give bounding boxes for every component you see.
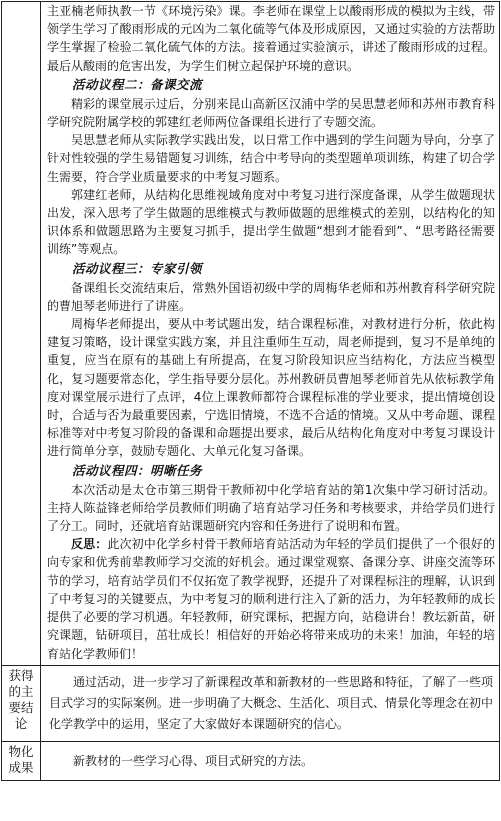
materialized-text: 新教材的一些学习心得、项目式研究的方法。 xyxy=(41,741,500,780)
section-heading-expert-guidance: 活动议程三：专家引领 xyxy=(72,260,203,276)
section-heading-clarify-tasks: 活动议程四：明晰任务 xyxy=(72,462,203,478)
reflection-label: 反思： xyxy=(71,537,108,552)
conclusions-label: 获得的主要结论 xyxy=(2,665,41,741)
clarify-tasks-paragraph: 本次活动是太仓市第三期骨干教师初中化学培育站的第1次集中学习研讨活动。主持人陈益锋老师给学员教师们明确了培育站学习任务和考核要求，并给学员们进行了分工。同时，还就培育站课题研究内容和任务进行了说明和布置。 xyxy=(47,482,495,534)
conclusions-text: 通过活动，进一步学习了新课程改革和新教材的一些思路和特征，了解了一些项目式学习的实际案例。进一步明确了大概念、生活化、项目式、情景化等理念在初中化学教学中的运用，坚定了大家做好本课题研究的信心。 xyxy=(41,665,500,741)
prep-exchange-paragraph: 郭建红老师，从结构化思维视域角度对中考复习进行深度备课，从学生做题现状出发，深入思考了学生做题的思维模式与教师做题的思维模式的差别，以结构化的知识体系和做题思路为主要复习抓手，提出学生做题“想到才能看到”、“思考路径需要训练”等观点。 xyxy=(47,187,495,257)
intro-paragraph: 主亚楠老师执教一节《环境污染》课。李老师在课堂上以酸雨形成的模拟为主线，带领学生学习了酸雨形成的元凶为二氧化硫等气体及形成原因，又通过实验的方法帮助学生掌握了检验二氧化硫气体的方法。接着通过实验演示，讲述了酸雨形成的过程。最后从酸雨的危害出发，为学生们树立起保护环境的意识。 xyxy=(47,4,495,73)
section-heading-prep-exchange: 活动议程二：备课交流 xyxy=(72,76,203,92)
prep-exchange-paragraph: 精彩的课堂展示过后，分别来昆山高新区汉浦中学的吴思慧老师和苏州市教育科学研究院附属学校的郭建红老师两位备课组长进行了专题交流。 xyxy=(47,96,495,130)
research-record-table xyxy=(1,1,500,781)
expert-guidance-paragraph: 备课组长交流结束后，常熟外国语初级中学的周梅华老师和苏州教育科学研究院的曹旭琴老师进行了讲座。 xyxy=(47,280,495,313)
activity-content-cell xyxy=(41,2,500,666)
activity-row xyxy=(2,2,500,666)
reflection-paragraph xyxy=(47,535,495,662)
materialized-label: 物化成果 xyxy=(2,741,41,780)
reflection-text: 此次初中化学乡村骨干教师培育站活动为年轻的学员们提供了一个很好的向专家和优秀前辈教师学习交流的好机会。通过课堂观察、备课分享、讲座交流等环节的学习，培育站学员们不仅拓宽了教学视野，还提升了对课程标注的理解，认识到了中考复习的关键要点，为中考复习的顺利进行注入了新的活力，为年轻教师的成长提供了必要的学习机遇。年轻教师，研究课标，把握方向，站稳讲台！教坛新苗，研究课题，钻研项目，茁壮成长！相信好的开始必将带来成功的未来！加油，年轻的培育站化学教师们！ xyxy=(47,537,495,661)
materialized-row xyxy=(2,741,500,780)
activity-label-cell xyxy=(2,2,41,666)
conclusions-row xyxy=(2,665,500,741)
expert-guidance-paragraph: 周梅华老师提出，要从中考试题出发，结合课程标准，对教材进行分析，依此构建复习策略，设计课堂实践方案，并且注重师生互动，周老师提到，复习不是单纯的重复，应当在原有的基础上有所提高，在复习阶段知识应当结构化，方法应当模型化，复习题要常态化，学生指导要分层化。苏州教研员曹旭琴老师首先从依标教学角度对课堂展示进行了点评，4位上课教师都符合课程标准的学业要求，提出情境创设时，合适与否为最重要因素，宁选旧情境，不选不合适的情境。又从中考命题、课程标准等对中考复习阶段的备课和命题提出要求，最后从结构化角度对中考复习课设计进行简单分享，鼓励专题化、大单元化复习备课。 xyxy=(47,317,495,459)
prep-exchange-paragraph: 吴思慧老师从实际教学实践出发，以日常工作中遇到的学生问题为导向，分享了针对性较强的学生易错题复习训练，结合中考导向的类型题单项训练，构建了切合学生需要，符合学业质量要求的中考复习题系。 xyxy=(47,133,495,184)
